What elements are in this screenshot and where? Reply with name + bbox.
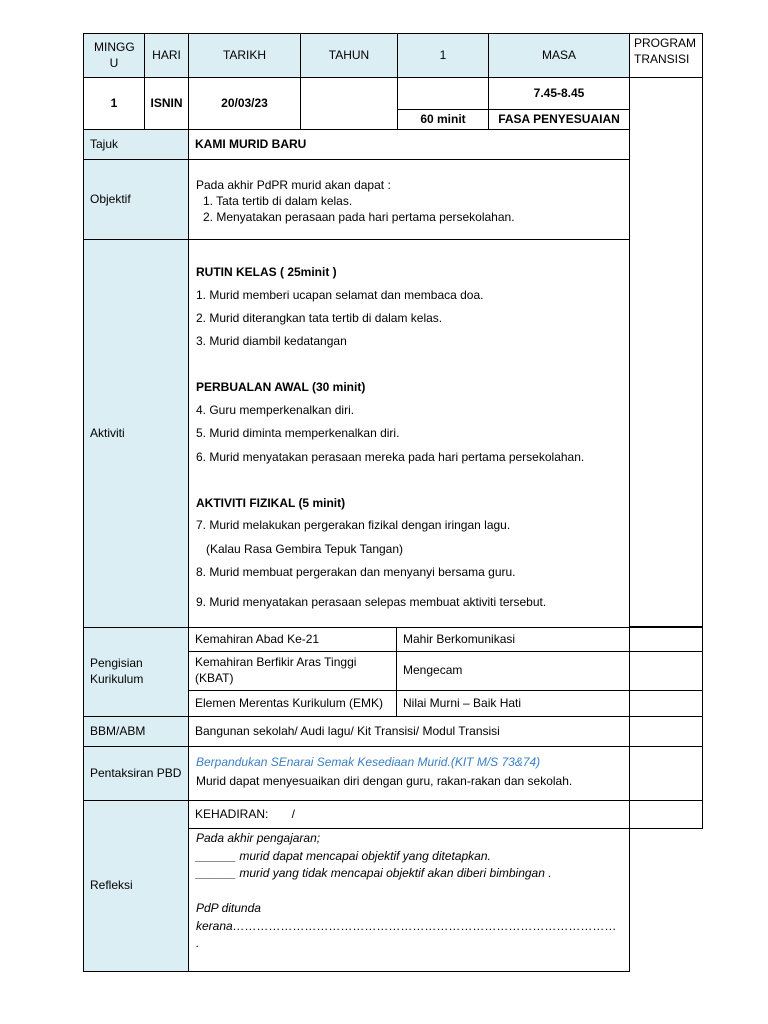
fasa-value: FASA PENYESUAIAN [488, 109, 630, 130]
aktiviti-item: (Kalau Rasa Gembira Tepuk Tangan) [206, 542, 404, 556]
aktiviti-item: 2. Murid diterangkan tata tertib di dalam kelas. [196, 311, 443, 325]
program-column [629, 77, 703, 627]
refleksi-text: Pada akhir pengajaran; [196, 831, 321, 845]
pengisian-key: Kemahiran Abad Ke-21 [188, 627, 397, 652]
pengisian-label: Pengisian Kurikulum [83, 627, 189, 717]
pengisian-key: Kemahiran Berfikir Aras Tinggi (KBAT) [188, 651, 397, 691]
refleksi-text: PdP ditunda [196, 901, 261, 915]
objektif-item: 1. Tata tertib di dalam kelas. [203, 194, 353, 208]
header-tahun-value: 1 [397, 33, 489, 78]
pengisian-value: Nilai Murni – Baik Hati [396, 690, 630, 717]
masa-left-empty [397, 77, 489, 110]
program-cell-empty [629, 800, 703, 829]
header-masa: MASA [488, 33, 630, 78]
tajuk-value: KAMI MURID BARU [188, 129, 630, 160]
aktiviti-section-title: RUTIN KELAS ( 25minit ) [196, 265, 337, 279]
header-tarikh: TARIKH [188, 33, 301, 78]
objektif-cell [188, 159, 630, 240]
kehadiran-row: KEHADIRAN: / [188, 800, 630, 829]
program-cell-empty [629, 690, 703, 717]
header-program: PROGRAM TRANSISI [629, 33, 703, 78]
bbm-value: Bangunan sekolah/ Audi lagu/ Kit Transisi/ Modul Transisi [188, 716, 630, 747]
aktiviti-section-title: AKTIVITI FIZIKAL (5 minit) [196, 496, 346, 510]
tarikh-value: 20/03/23 [188, 77, 301, 130]
pengisian-value: Mahir Berkomunikasi [396, 627, 630, 652]
aktiviti-item: 6. Murid menyatakan perasaan mereka pada hari pertama persekolahan. [196, 450, 585, 464]
aktiviti-item: 1. Murid memberi ucapan selamat dan membaca doa. [196, 288, 484, 302]
refleksi-label: Refleksi [83, 800, 189, 972]
tajuk-label: Tajuk [83, 129, 189, 160]
objektif-label: Objektif [83, 159, 189, 240]
masa-value: 7.45-8.45 [488, 77, 630, 110]
pentaksiran-cell [188, 746, 630, 801]
bbm-label: BBM/ABM [83, 716, 189, 747]
aktiviti-section-title: PERBUALAN AWAL (30 minit) [196, 380, 366, 394]
aktiviti-label: Aktiviti [83, 239, 189, 628]
aktiviti-item: 8. Murid membuat pergerakan dan menyanyi bersama guru. [196, 565, 516, 579]
pengisian-key: Elemen Merentas Kurikulum (EMK) [188, 690, 397, 717]
aktiviti-item: 9. Murid menyatakan perasaan selepas membuat aktiviti tersebut. [196, 595, 547, 609]
program-cell-empty [629, 651, 703, 691]
aktiviti-item: 4. Guru memperkenalkan diri. [196, 403, 355, 417]
tahun-empty [300, 77, 398, 130]
pentaksiran-reference: Berpandukan SEnarai Semak Kesediaan Murid.(KIT M/S 73&74) [196, 755, 541, 769]
aktiviti-item: 3. Murid diambil kedatangan [196, 334, 347, 348]
refleksi-cell [188, 828, 630, 972]
program-cell-empty [629, 627, 703, 652]
minggu-value: 1 [83, 77, 145, 130]
refleksi-text: kerana…………………………………………………………………………………… [196, 919, 617, 933]
pentaksiran-text: Murid dapat menyesuaikan diri dengan guru, rakan-rakan dan sekolah. [196, 774, 573, 788]
aktiviti-cell [188, 239, 630, 628]
pentaksiran-label: Pentaksiran PBD [83, 746, 189, 801]
pengisian-value: Mengecam [396, 651, 630, 691]
refleksi-text: . [196, 936, 200, 950]
refleksi-text: ______ murid dapat mencapai objektif yang ditetapkan. [196, 849, 491, 863]
objektif-item: 2. Menyatakan perasaan pada hari pertama persekolahan. [203, 210, 515, 224]
program-cell-empty [629, 746, 703, 801]
header-minggu: MINGG U [83, 33, 145, 78]
durasi-value: 60 minit [397, 109, 489, 130]
refleksi-text: ______ murid yang tidak mencapai objektif akan diberi bimbingan . [196, 866, 552, 880]
program-cell-empty [629, 716, 703, 747]
aktiviti-item: 5. Murid diminta memperkenalkan diri. [196, 426, 400, 440]
hari-value: ISNIN [144, 77, 189, 130]
aktiviti-item: 7. Murid melakukan pergerakan fizikal dengan iringan lagu. [196, 518, 511, 532]
header-tahun: TAHUN [300, 33, 398, 78]
objektif-intro: Pada akhir PdPR murid akan dapat : [196, 178, 391, 192]
header-hari: HARI [144, 33, 189, 78]
